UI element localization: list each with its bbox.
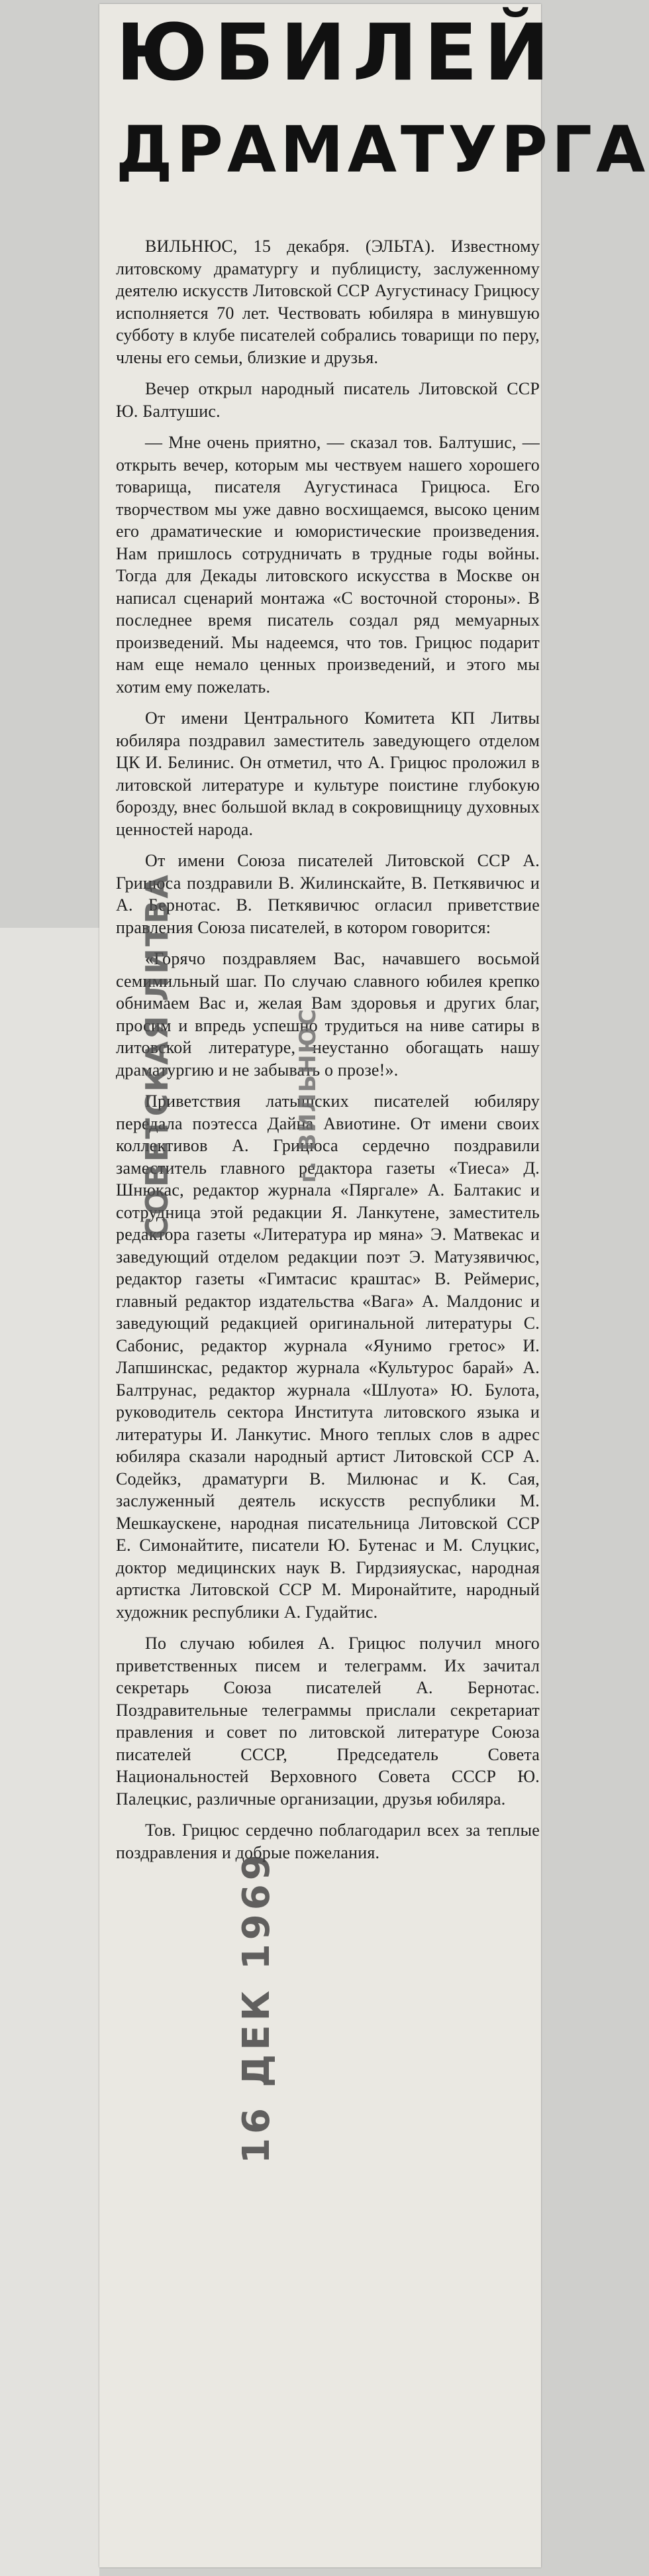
margin-strip bbox=[0, 928, 99, 2576]
article-paragraph: «Горячо поздравляем Вас, начавшего восьмой семимильный шаг. По случаю славного юбилея крепко обнимаем Вас и, желая Вам здоровья и других благ, просим и впредь успешно трудиться на ниве сатиры в литовской литературе, неустанно обогащать нашу драматургию и не забывать о прозе!». bbox=[116, 949, 540, 1080]
article-paragraph: Вечер открыл народный писатель Литовской ССР Ю. Балтушис. bbox=[116, 379, 540, 421]
article-paragraph: — Мне очень приятно, — сказал тов. Балтушис, — открыть вечер, которым мы чествуем нашего хорошего товарища, писателя Аугустинаса Грицюса. Его творчеством мы уже давно восхищаемся, высоко ценим его драматические и юмористические произведения. Нам пришлось сотрудничать в трудные годы войны. Тогда для Декады литовского искусства в Москве он написал сценарий монтажа «С восточной стороны». В последнее время писатель создал ряд мемуарных произведений. Мы надеемся, что тов. Грицюс подарит нам еще немало ценных произведений, и этого мы хотим ему пожелать. bbox=[116, 433, 540, 697]
article-paragraph: ВИЛЬНЮС, 15 декабря. (ЭЛЬТА). Известному литовскому драматургу и публицисту, заслуженному деятелю искусств Литовской ССР Аугустинасу Грицюсу исполняется 70 лет. Чествовать юбиляра в минувшую субботу в клубе писателей собрались товарищи по перу, члены его семьи, близкие и друзья. bbox=[116, 237, 540, 367]
article-paragraph: От имени Центрального Комитета КП Литвы юбиляра поздравил заместитель заведующего отделом ЦК И. Белинис. Он отметил, что А. Грицюс проложил в литовской литературе и культуре поистине глубокую борозду, внес большой вклад в сокровищницу духовных ценностей народа. bbox=[116, 708, 540, 839]
newspaper-name-stamp: СОВЕТСКАЯ ЛИТВА bbox=[139, 873, 175, 1239]
headline bbox=[116, 7, 649, 187]
date-stamp: 16 ДЕК 1969 bbox=[235, 1850, 278, 2164]
article-paragraph: Тов. Грицюс сердечно поблагодарил всех за теплые поздравления и добрые пожелания. bbox=[116, 1820, 540, 1862]
city-stamp: г. ВИЛЬНЮС bbox=[295, 1007, 321, 1183]
article-paragraph: Приветствия латышских писателей юбиляру передала поэтесса Дайна Авиотине. От имени своих коллективов А. Грицюса сердечно поздравили заместитель главного редактора газеты «Тиеса» Д. Шнюкас, редактор журнала «Пяргале» А. Балтакис и сотрудница этой редакции Я. Ланкутене, заместитель редактора газеты «Литература ир мяна» Э. Матвекас и заведующий отделом редакции поэт Э. Матузявичюс, редактор газеты «Гимтасис краштас» В. Реймерис, главный редактор издательства «Вага» А. Малдонис и заведующий редакцией оригинальной литературы С. Сабонис, редактор журнала «Яунимо гретос» И. Лапшинскас, редактор журнала «Культурос барай» А. Балтрунас, редактор журнала «Шлуота» Ю. Булота, руководитель сектора Института литовского языка и литературы И. Ланкутис. Много теплых слов в адрес юбиляра сказали народный артист Литовской ССР А. Содейкз, драматурги В. Милюнас и К. Сая, заслуженный деятель искусств республики М. Мешкаускене, народная писательница Литовской ССР Е. Симонайтите, писатели Ю. Бутенас и М. Слуцкис, доктор медицинских наук В. Гирдзияускас, народная артистка Литовской ССР М. Миронайтите, народный художник республики А. Гудайтис. bbox=[116, 1092, 540, 1622]
headline-line-2: ДРАМАТУРГА bbox=[116, 113, 649, 187]
article-body bbox=[116, 235, 540, 1873]
article-paragraph: По случаю юбилея А. Грицюс получил много приветственных писем и телеграмм. Их зачитал секретарь Союза писателей А. Бернотас. Поздравительные телеграммы прислали секретариат правления и совет по литовской литературе Союза писателей СССР, Председатель Совета Национальностей Верховного Совета СССР Ю. Палецкис, различные организации, друзья юбиляра. bbox=[116, 1634, 540, 1809]
article-paragraph: От имени Союза писателей Литовской ССР А. Грицюса поздравили В. Жилинскайте, В. Петкявичюс и А. Бернотас. В. Петкявичюс огласил приветствие правления Союза писателей, в котором говорится: bbox=[116, 851, 540, 937]
headline-line-1: ЮБИЛЕЙ bbox=[116, 7, 556, 98]
